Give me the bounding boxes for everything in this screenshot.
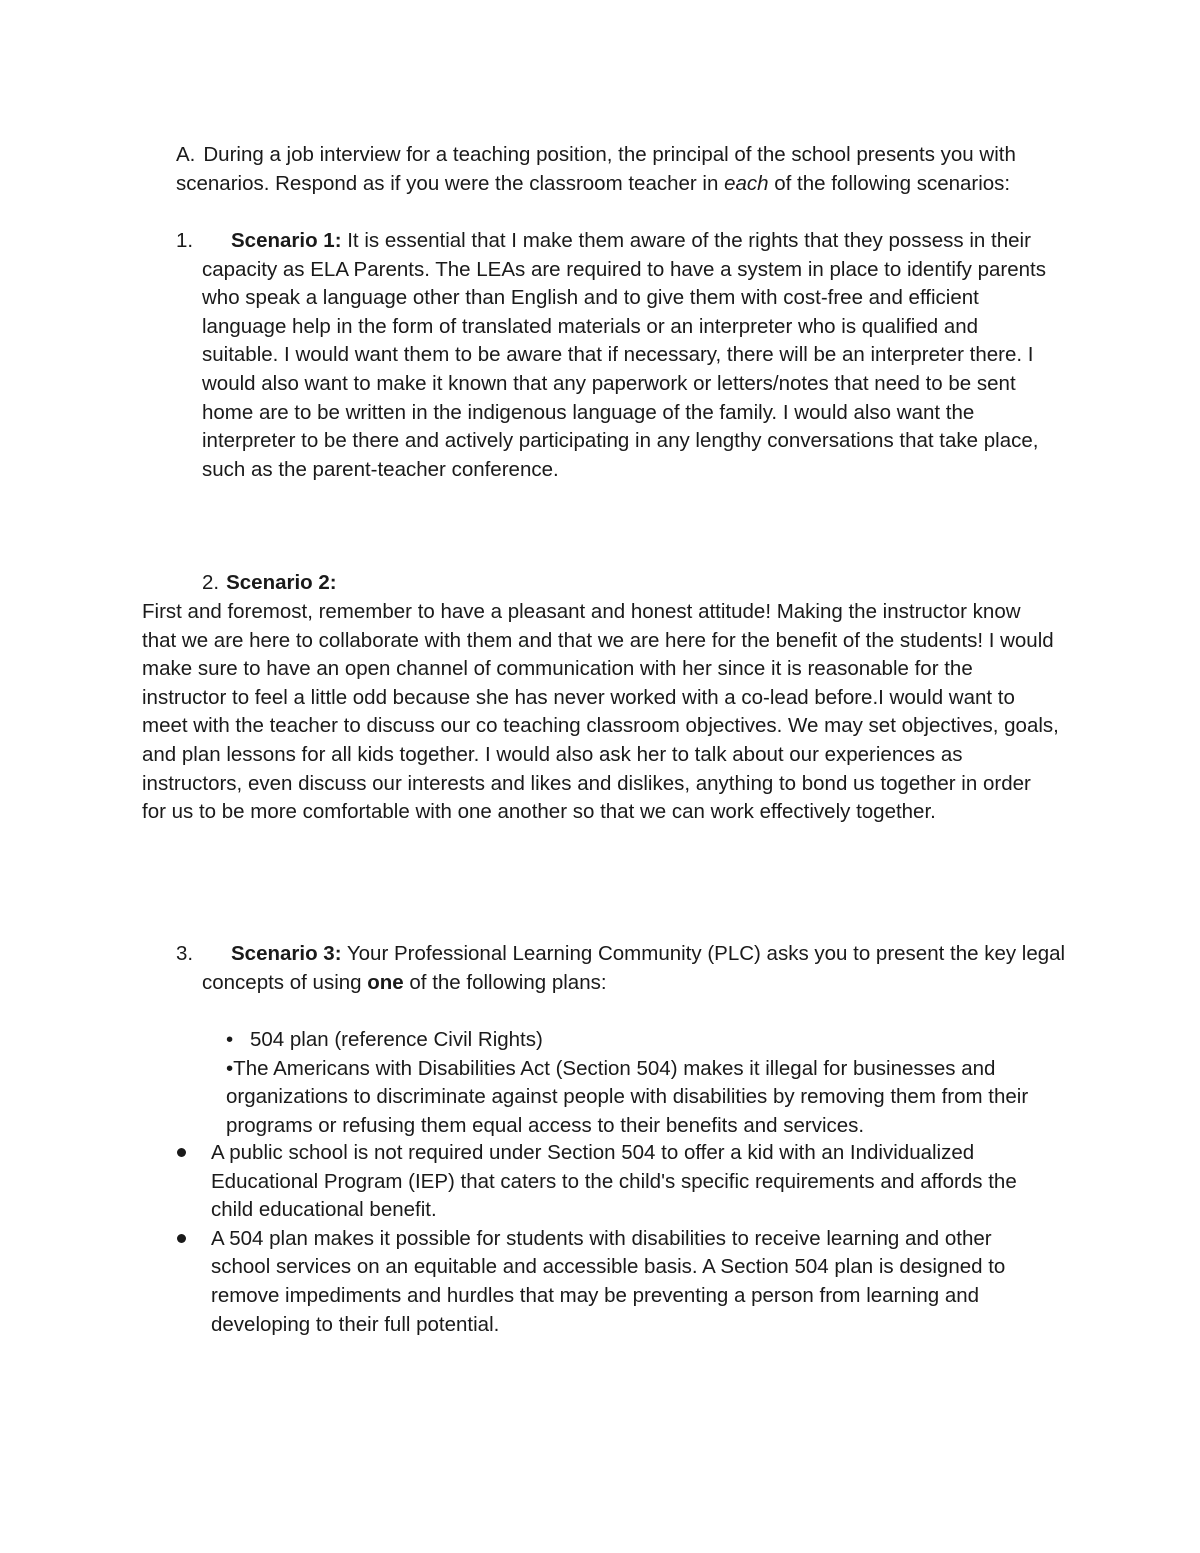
section-a-marker: A. — [176, 143, 196, 166]
list-item — [176, 1139, 1056, 1225]
list-item — [176, 1225, 1056, 1339]
scenario-2-heading — [202, 569, 337, 598]
section-a-intro — [176, 141, 1036, 198]
bullet-list — [176, 1139, 1056, 1339]
italic-each: each — [724, 171, 769, 195]
scenario-2-number: 2. — [202, 571, 220, 594]
scenario-3-text: Scenario 3: Your Professional Learning Community (PLC) asks you to present the key legal concepts of using one of the following plans: — [202, 942, 1066, 994]
scenario-1-label: Scenario 1: — [231, 229, 342, 252]
plan-bullet: • — [226, 1028, 234, 1051]
scenario-1 — [176, 227, 1056, 484]
scenario-1-text: Scenario 1: It is essential that I make them aware of the rights that they possess in their capacity as ELA Parents. The LEAs are required to have a system in place to identify parents who speak a language other than English and to give them with cost-free and efficient language help in the form of translated materials or an interpreter who is qualified and suitable. I would want them to be aware that if necessary, there will be an interpreter there. I would also want to make it known that any paperwork or letters/notes that need to be sent home are to be written in the indigenous language of the family. I would also want the interpreter to be there and actively participating in any lengthy conversations that take place, such as the parent-teacher conference. — [202, 229, 1047, 481]
section-a-paragraph: A. During a job interview for a teaching position, the principal of the school presents you with scenarios. Respond as if you were the classroom teacher in each of the following scenarios: — [176, 143, 1016, 195]
bullet-dot-icon — [177, 1234, 186, 1243]
scenario-2-label: Scenario 2: — [226, 571, 337, 594]
bullet-text: A public school is not required under Section 504 to offer a kid with an Individualized Educational Program (IEP) that caters to the child's specific requirements and affords the child educational benefit. — [211, 1141, 1017, 1222]
bullet-dot-icon — [177, 1148, 186, 1157]
scenario-3-label: Scenario 3: — [231, 942, 342, 965]
plan-item-504 — [226, 1026, 1046, 1140]
scenario-1-number: 1. — [176, 229, 194, 252]
bullet-text: A 504 plan makes it possible for students with disabilities to receive learning and other school services on an equitable and accessible basis. A Section 504 plan is designed to remove impediments and hurdles that may be preventing a person from learning and developing to their full potential. — [211, 1226, 1006, 1336]
scenario-3 — [176, 940, 1066, 997]
scenario-3-number: 3. — [176, 942, 194, 965]
bold-one: one — [367, 970, 404, 994]
scenario-2-text: First and foremost, remember to have a pleasant and honest attitude! Making the instructor know that we are here to collaborate with them and that we are here for the benefit of the students! I would make sure to have an open channel of communication with her since it is reasonable for the instructor to feel a little odd because she has never worked with a co-lead before.I would want to meet with the teacher to discuss our co teaching classroom objectives. We may set objectives, goals, and plan lessons for all kids together. I would also ask her to talk about our experiences as instructors, even discuss our interests and likes and dislikes, anything to bond us together in order for us to be more comfortable with one another so that we can work effectively together. — [142, 600, 1059, 824]
plan-item-label: 504 plan (reference Civil Rights) — [250, 1028, 543, 1051]
scenario-2-body — [142, 598, 1060, 827]
plan-note: •The Americans with Disabilities Act (Section 504) makes it illegal for businesses and organizations to discriminate against people with disabilities by removing them from their programs or refusing them equal access to their benefits and services. — [226, 1056, 1029, 1137]
